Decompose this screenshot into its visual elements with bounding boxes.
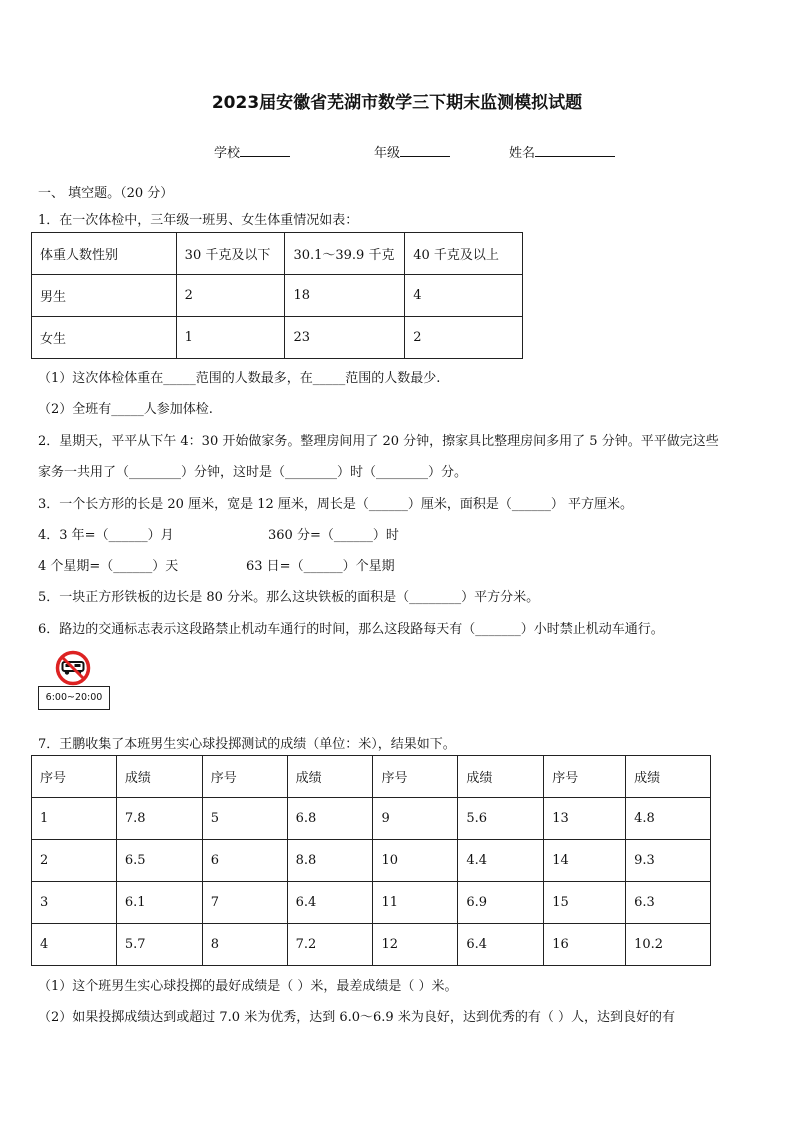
table-cell: 6: [202, 840, 287, 882]
name-label: 姓名: [509, 146, 536, 161]
table-cell: 8: [202, 924, 287, 966]
grade-label: 年级: [374, 146, 401, 161]
table-cell: 6.4: [458, 924, 544, 966]
q2-line2: 家务一共用了（________）分钟，这时是（________）时（________）分。: [38, 465, 468, 480]
q1-sub2: （2）全班有_____人参加体检.: [38, 402, 213, 417]
table-cell: 9: [373, 798, 458, 840]
name-blank[interactable]: [535, 142, 615, 157]
table-cell: 男生: [32, 275, 177, 317]
table-cell: 6.3: [626, 882, 711, 924]
table-header-cell: 30 千克及以下: [176, 233, 285, 275]
school-field: [214, 142, 290, 161]
table-cell: 5.7: [116, 924, 202, 966]
table-cell: 4.4: [458, 840, 544, 882]
table-cell: 女生: [32, 317, 177, 359]
table-header-cell: 序号: [373, 756, 458, 798]
table-cell: 6.1: [116, 882, 202, 924]
table-cell: 10.2: [626, 924, 711, 966]
q7-sub2: （2）如果投掷成绩达到或超过 7.0 米为优秀，达到 6.0～6.9 米为良好，达到优秀的有（ ）人，达到良好的有: [38, 1010, 675, 1025]
name-field: [509, 142, 615, 161]
table-row: [32, 798, 711, 840]
table-cell: 4.8: [626, 798, 711, 840]
table-cell: 7.2: [287, 924, 373, 966]
table-cell: 1: [32, 798, 117, 840]
table-header-cell: 40 千克及以上: [405, 233, 523, 275]
q5-text: 5．一块正方形铁板的边长是 80 分米。那么这块铁板的面积是（________）平方分米。: [38, 590, 540, 605]
table-cell: 15: [544, 882, 626, 924]
q7-text: 7．王鹏收集了本班男生实心球投掷测试的成绩（单位：米），结果如下。: [38, 737, 456, 752]
table-cell: 2: [32, 840, 117, 882]
table-cell: 6.8: [287, 798, 373, 840]
table-cell: 1: [176, 317, 285, 359]
table-cell: 4: [32, 924, 117, 966]
sign-time-plate: 6:00~20:00: [38, 686, 110, 710]
table-header-row: [32, 756, 711, 798]
table-cell: 11: [373, 882, 458, 924]
table-cell: 16: [544, 924, 626, 966]
grade-field: [374, 142, 450, 161]
table-cell: 14: [544, 840, 626, 882]
table-header-cell: 成绩: [116, 756, 202, 798]
table-row: [32, 924, 711, 966]
school-label: 学校: [214, 146, 241, 161]
table-row: [32, 275, 523, 317]
q7-sub1: （1）这个班男生实心球投掷的最好成绩是（ ）米，最差成绩是（ ）米。: [38, 979, 458, 994]
q1-text: 1．在一次体检中，三年级一班男、女生体重情况如表：: [38, 213, 359, 228]
table-cell: 6.4: [287, 882, 373, 924]
table-cell: 5: [202, 798, 287, 840]
table-cell: 18: [285, 275, 405, 317]
table-cell: 5.6: [458, 798, 544, 840]
score-table: [31, 755, 711, 966]
table-header-cell: 30.1～39.9 千克: [285, 233, 405, 275]
table-header-cell: 成绩: [458, 756, 544, 798]
table-cell: 6.5: [116, 840, 202, 882]
section-heading: 一、 填空题。（20 分）: [38, 186, 174, 201]
table-cell: 3: [32, 882, 117, 924]
q2-line1: 2．星期天，平平从下午 4：30 开始做家务。整理房间用了 20 分钟，擦家具比整理房间多用了 5 分钟。平平做完这些: [38, 434, 719, 449]
table-cell: 12: [373, 924, 458, 966]
grade-blank[interactable]: [400, 142, 450, 157]
table-cell: 4: [405, 275, 523, 317]
table-row: [32, 317, 523, 359]
table-header-cell: 成绩: [626, 756, 711, 798]
q6-text: 6．路边的交通标志表示这段路禁止机动车通行的时间，那么这段路每天有（_______）小时禁止机动车通行。: [38, 622, 664, 637]
table-header-cell: 序号: [32, 756, 117, 798]
table-header-row: [32, 233, 523, 275]
school-blank[interactable]: [240, 142, 290, 157]
table-cell: 23: [285, 317, 405, 359]
table-cell: 7: [202, 882, 287, 924]
table-header-cell: 序号: [544, 756, 626, 798]
table-cell: 8.8: [287, 840, 373, 882]
q3-text: 3．一个长方形的长是 20 厘米，宽是 12 厘米，周长是（______）厘米，面积是（______） 平方厘米。: [38, 497, 634, 512]
weight-table: [31, 232, 523, 359]
table-row: [32, 882, 711, 924]
table-cell: 10: [373, 840, 458, 882]
q1-sub1: （1）这次体检体重在_____范围的人数最多，在_____范围的人数最少.: [38, 371, 441, 386]
table-cell: 2: [405, 317, 523, 359]
table-row: [32, 840, 711, 882]
q4-a: 4．3 年=（______）月: [38, 528, 174, 543]
table-cell: 6.9: [458, 882, 544, 924]
table-cell: 9.3: [626, 840, 711, 882]
table-cell: 2: [176, 275, 285, 317]
table-header-cell: 序号: [202, 756, 287, 798]
q4-d: 63 日=（______）个星期: [246, 559, 395, 574]
table-cell: 7.8: [116, 798, 202, 840]
page-title: 2023届安徽省芜湖市数学三下期末监测模拟试题: [211, 93, 583, 113]
table-cell: 13: [544, 798, 626, 840]
no-motor-vehicles-icon: [53, 650, 95, 686]
table-header-cell: 体重人数性别: [32, 233, 177, 275]
q4-b: 360 分=（______）时: [268, 528, 399, 543]
table-header-cell: 成绩: [287, 756, 373, 798]
q4-c: 4 个星期=（______）天: [38, 559, 179, 574]
